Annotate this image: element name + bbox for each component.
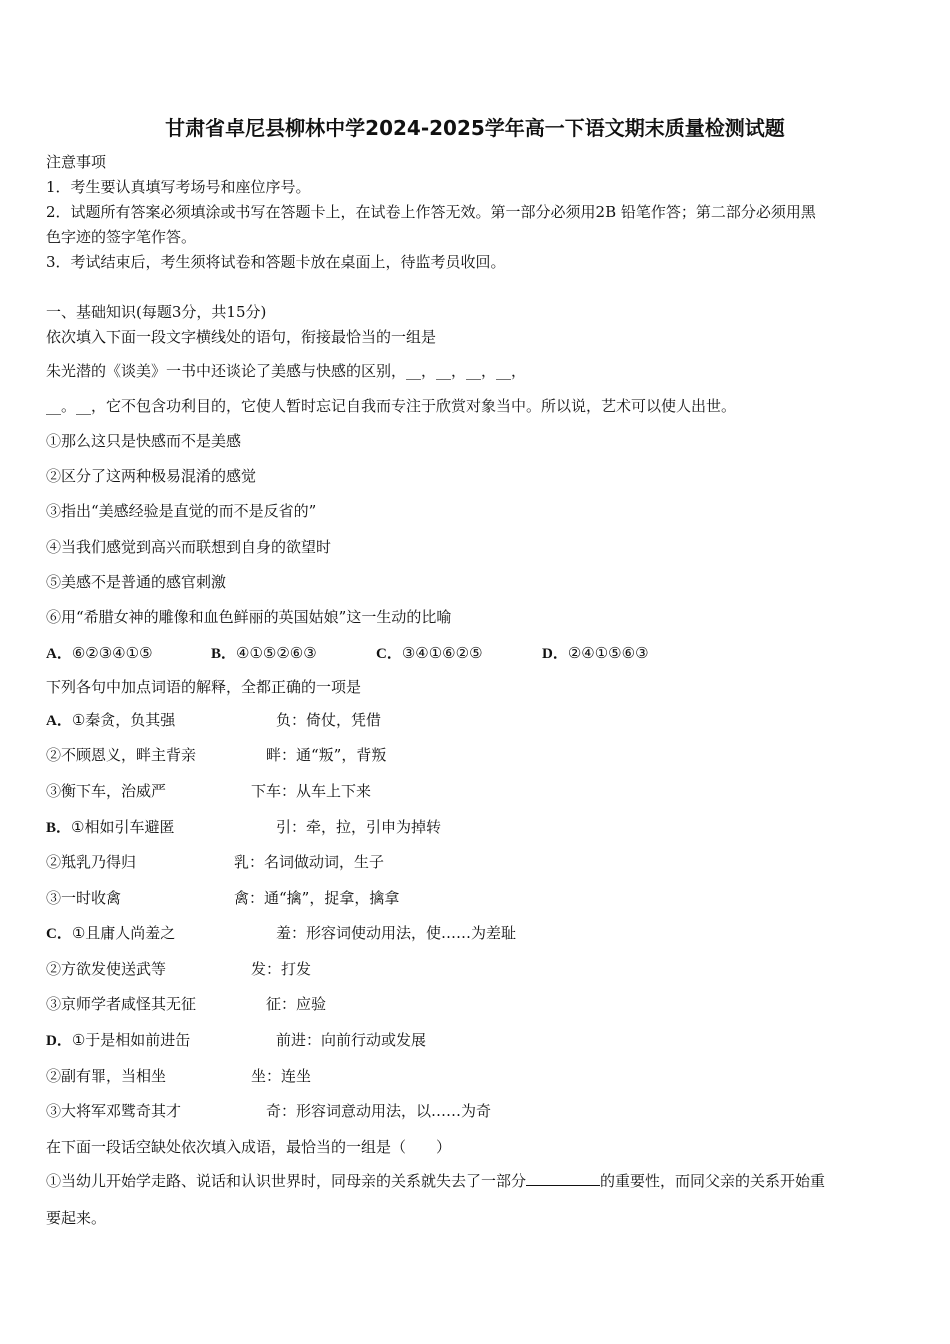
q2-row-b1: B．①相如引车避匿 引：牵，拉，引申为掉转 bbox=[46, 818, 442, 836]
q1-passage-line-1: 朱光潜的《谈美》一书中还谈论了美感与快感的区别，__，__，__，__， bbox=[46, 362, 527, 380]
q1-option-b[interactable]: B．④①⑤②⑥③ bbox=[211, 644, 317, 662]
q3-sentence-line-2: 要起来。 bbox=[46, 1209, 107, 1227]
q1-passage-line-2: __。__，它不包含功利目的，它使人暂时忘记自我而专注于欣赏对象当中。所以说，艺术可以使人出世。 bbox=[46, 397, 737, 415]
page-title: 甘肃省卓尼县柳林中学2024-2025学年高一下语文期末质量检测试题 bbox=[165, 116, 785, 140]
q2-row-d2: ②副有罪，当相坐 坐：连坐 bbox=[46, 1067, 312, 1085]
section-heading: 一、基础知识(每题3分，共15分) bbox=[46, 303, 267, 321]
q1-option-a[interactable]: A．⑥②③④①⑤ bbox=[46, 644, 153, 662]
q1-item-5: ⑤美感不是普通的感官刺激 bbox=[46, 573, 227, 591]
q3-sentence-line-1: ①当幼儿开始学走路、说话和认识世界时，同母亲的关系就失去了一部分 的重要性，而同父亲的关系开始重 bbox=[46, 1172, 826, 1190]
q3-stem: 在下面一段话空缺处依次填入成语，最恰当的一组是（ ） bbox=[46, 1138, 452, 1156]
q1-item-4: ④当我们感觉到高兴而联想到自身的欲望时 bbox=[46, 538, 332, 556]
notice-item-2-cont: 色字迹的签字笔作答。 bbox=[46, 228, 197, 246]
q1-item-6: ⑥用“希腊女神的雕像和血色鲜丽的英国姑娘”这一生动的比喻 bbox=[46, 608, 452, 626]
q1-item-3: ③指出“美感经验是直觉的而不是反省的” bbox=[46, 502, 317, 520]
q1-option-d[interactable]: D．②④①⑤⑥③ bbox=[542, 644, 649, 662]
q2-row-d3: ③大将军邓骘奇其才 奇：形容词意动用法，以……为奇 bbox=[46, 1102, 492, 1120]
q2-row-a3: ③衡下车，治威严 下车：从车上下来 bbox=[46, 782, 372, 800]
q2-row-a2: ②不顾恩义，畔主背亲 畔：通“叛”，背叛 bbox=[46, 746, 387, 764]
q1-item-2: ②区分了这两种极易混淆的感觉 bbox=[46, 467, 257, 485]
q1-item-1: ①那么这只是快感而不是美感 bbox=[46, 432, 242, 450]
q2-row-c1: C．①且庸人尚羞之 羞：形容词使动用法，使……为差耻 bbox=[46, 924, 517, 942]
q2-row-b2: ②羝乳乃得归 乳：名词做动词，生子 bbox=[46, 853, 385, 871]
notice-item-2: 2．试题所有答案必须填涂或书写在答题卡上，在试卷上作答无效。第一部分必须用2B 铅笔作答；第二部分必须用黑 bbox=[46, 203, 816, 221]
q2-row-b3: ③一时收禽 禽：通“擒”，捉拿，擒拿 bbox=[46, 889, 400, 907]
q2-row-c3: ③京师学者咸怪其无征 征：应验 bbox=[46, 995, 327, 1013]
notice-heading: 注意事项 bbox=[46, 153, 107, 171]
q2-row-d1: D．①于是相如前进缶 前进：向前行动或发展 bbox=[46, 1031, 427, 1049]
fill-in-blank[interactable] bbox=[526, 1171, 600, 1186]
q1-option-c[interactable]: C．③④①⑥②⑤ bbox=[376, 644, 483, 662]
q1-stem: 依次填入下面一段文字横线处的语句，衔接最恰当的一组是 bbox=[46, 328, 437, 346]
notice-item-3: 3．考试结束后，考生须将试卷和答题卡放在桌面上，待监考员收回。 bbox=[46, 253, 506, 271]
q2-row-a1: A．①秦贪，负其强 负：倚仗，凭借 bbox=[46, 711, 382, 729]
q2-stem: 下列各句中加点词语的解释，全都正确的一项是 bbox=[46, 678, 362, 696]
q2-row-c2: ②方欲发使送武等 发：打发 bbox=[46, 960, 312, 978]
notice-item-1: 1．考生要认真填写考场号和座位序号。 bbox=[46, 178, 311, 196]
